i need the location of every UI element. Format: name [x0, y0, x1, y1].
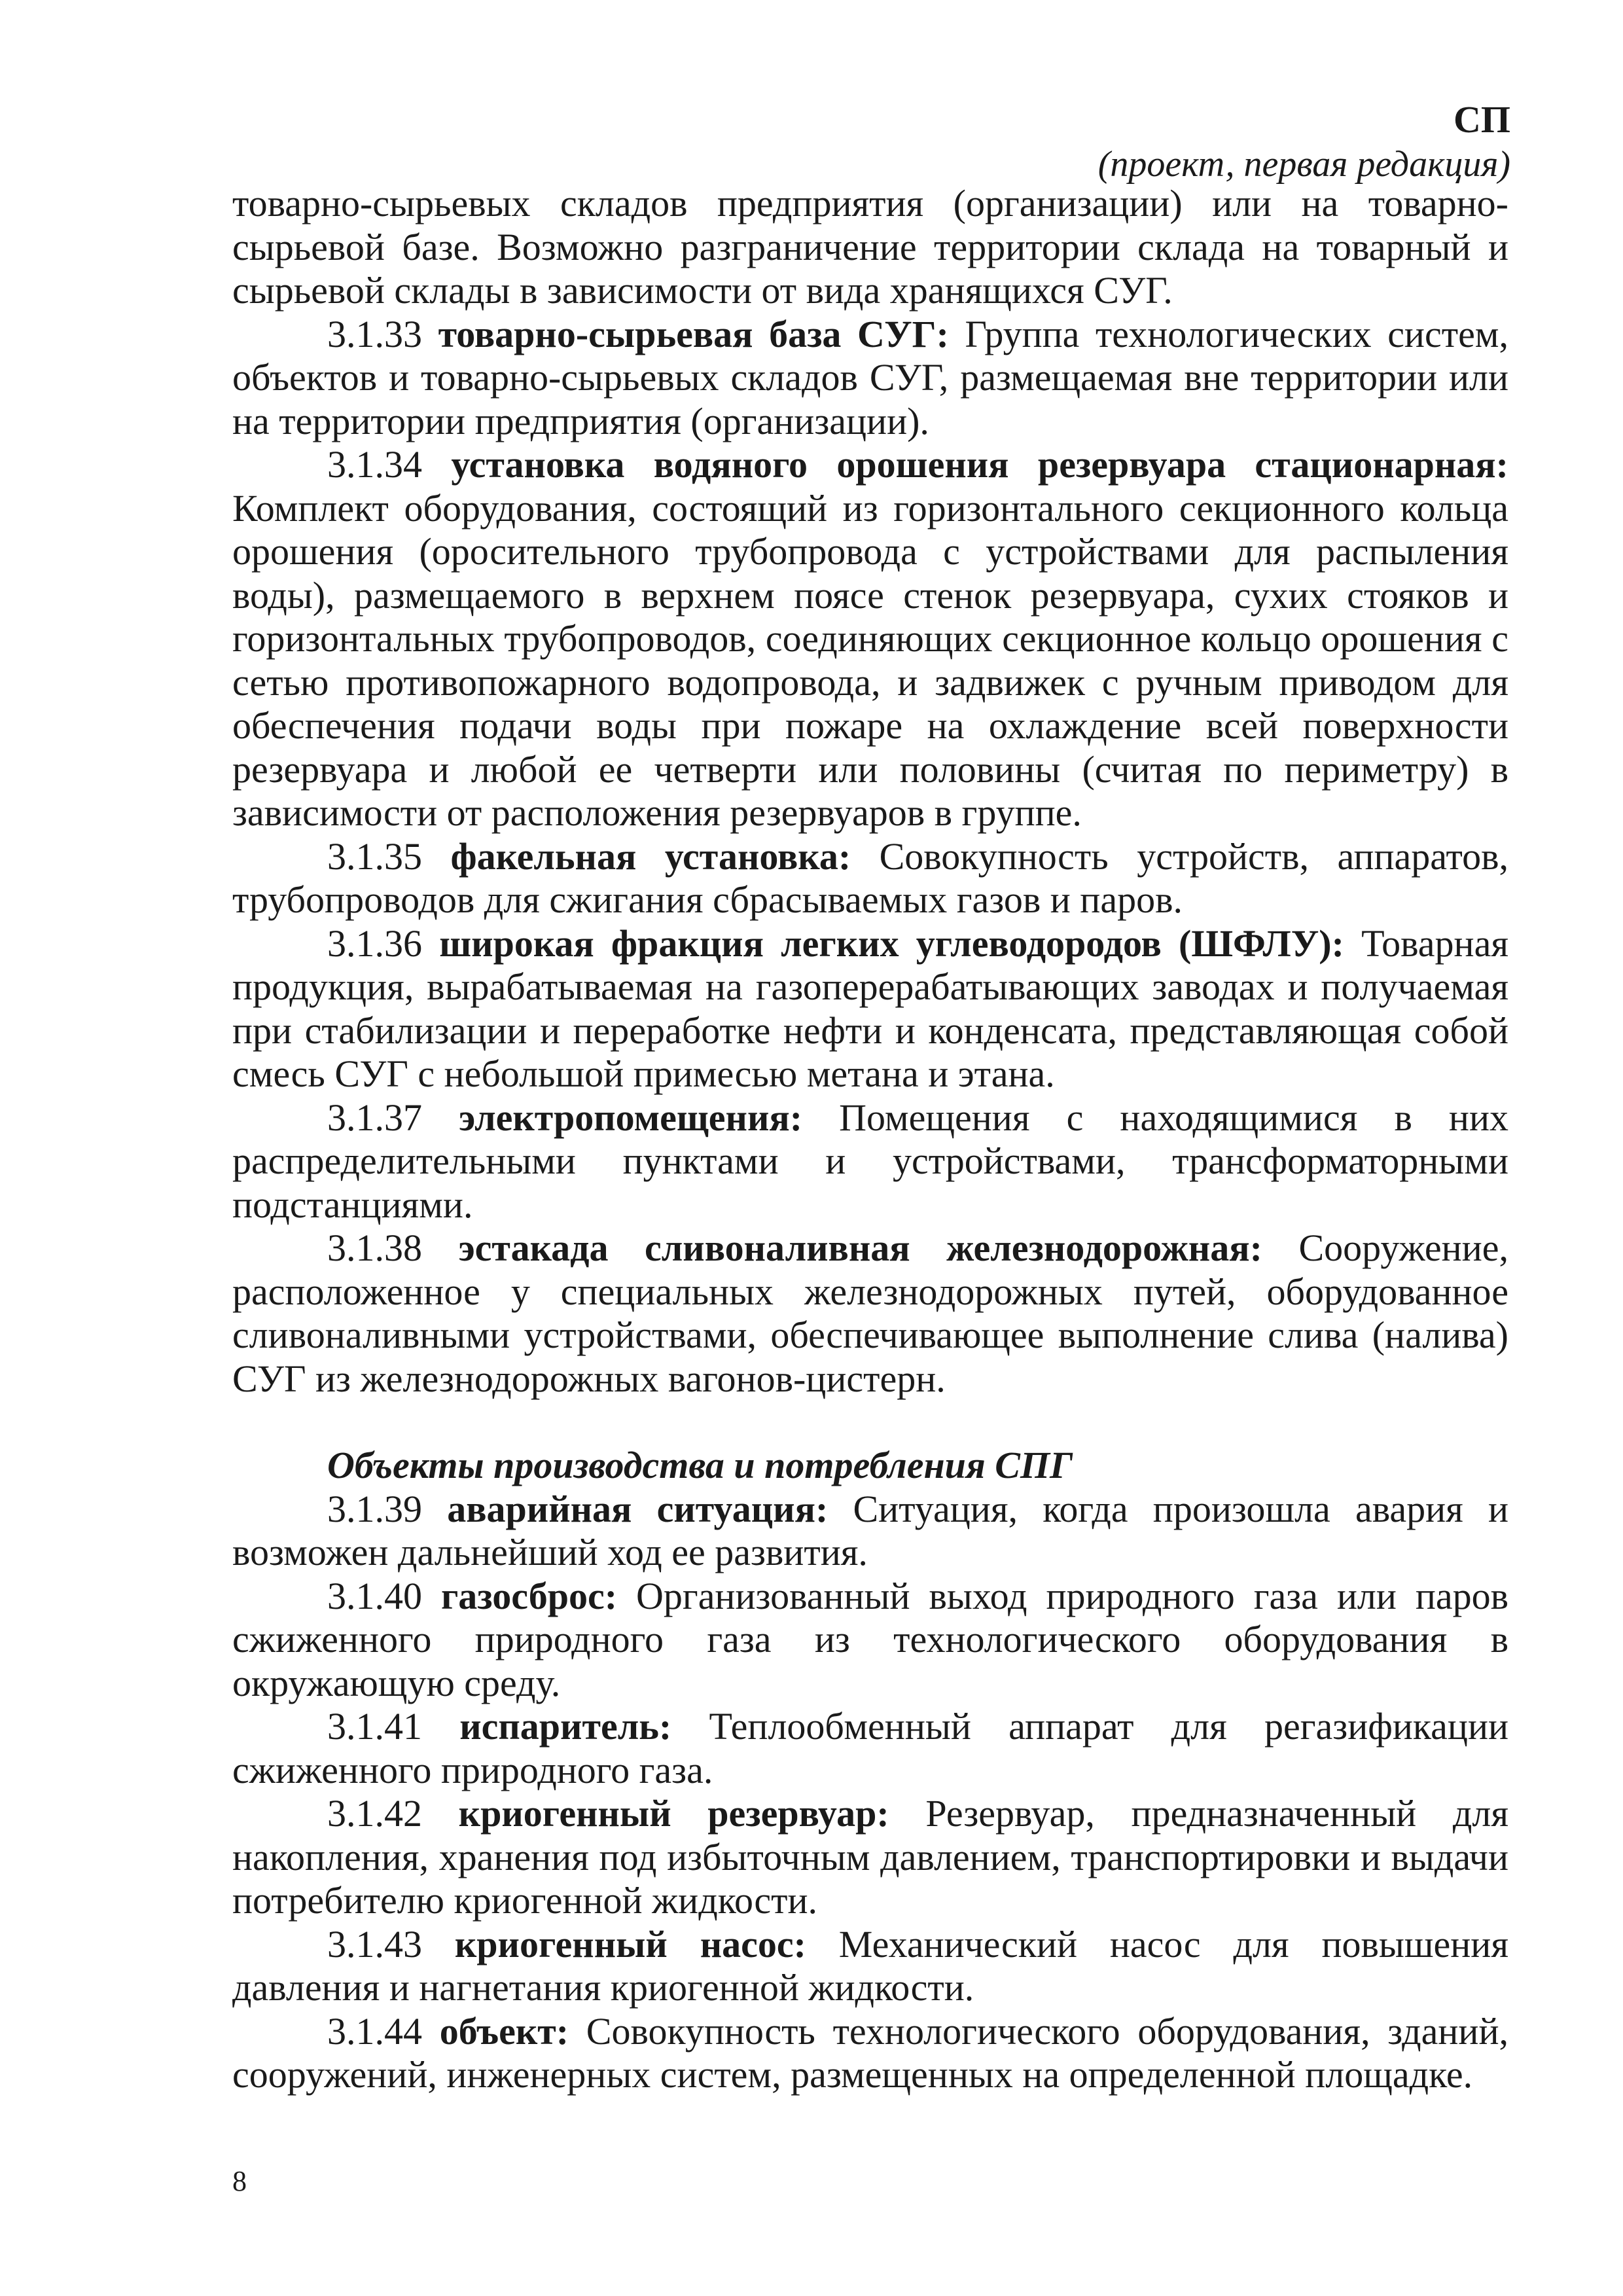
definition-term: криогенный резервуар:: [458, 1792, 889, 1835]
definition-term: эстакада сливоналивная железнодорожная:: [458, 1227, 1262, 1269]
definition-text: Резервуар, предназначенный для накопления, хранения под избыточным давлением, транспортировки и выдачи потребителю криогенной жидкости.: [232, 1792, 1509, 1922]
definition-term: широкая фракция легких углеводородов (ШФЛУ):: [439, 922, 1344, 965]
definition-text: Механический насос для повышения давления и нагнетания криогенной жидкости.: [232, 1922, 1509, 2009]
definition-term: установка водяного орошения резервуара стационарная:: [451, 443, 1508, 486]
definition-term: испаритель:: [459, 1705, 672, 1748]
continuation-paragraph: товарно-сырьевых складов предприятия (организации) или на товарно-сырьевой базе. Возможно разграничение территории склада на товарный и сырьевой склады в зависимости от вида хранящихся СУГ.: [232, 182, 1508, 312]
definition-text: Товарная продукция, вырабатываемая на газоперерабатывающих заводах и получаемая при стабилизации и переработке нефти и конденсата, представляющая собой смесь СУГ с небольшой примесью метана и этана.: [232, 922, 1509, 1095]
definition-text: Сооружение, расположенное у специальных железнодорожных путей, оборудованное сливоналивными устройствами, обеспечивающее выполнение слива (налива) СУГ из железнодорожных вагонов-цистерн.: [232, 1227, 1508, 1400]
definition-number: 3.1.35: [327, 834, 422, 878]
definition-number: 3.1.41: [327, 1705, 422, 1748]
definition-text: Организованный выход природного газа или паров сжиженного природного газа из технологического оборудования в окружающую среду.: [232, 1574, 1509, 1704]
definition-number: 3.1.38: [327, 1227, 422, 1269]
definition-term: электропомещения:: [459, 1096, 803, 1139]
definition-item: [232, 1792, 1508, 1923]
definition-term: криогенный насос:: [454, 1922, 806, 1965]
definitions-list-sug: [232, 313, 1508, 1401]
definition-number: 3.1.43: [327, 1922, 422, 1965]
definition-item: [232, 313, 1508, 444]
definitions-list-spg: [232, 1488, 1508, 2097]
definition-term: объект:: [439, 2009, 569, 2053]
definition-term: аварийная ситуация:: [447, 1487, 829, 1530]
definition-number: 3.1.39: [327, 1487, 422, 1530]
definition-item: [232, 1488, 1508, 1575]
definition-number: 3.1.42: [327, 1792, 422, 1835]
definition-item: [232, 1227, 1508, 1401]
definition-number: 3.1.37: [327, 1096, 422, 1139]
section-title: Объекты производства и потребления СПГ: [327, 1444, 1073, 1486]
definition-text: Совокупность устройств, аппаратов, трубопроводов для сжигания сбрасываемых газов и паров.: [232, 834, 1509, 921]
document-body: [232, 182, 1508, 2097]
definition-item: [232, 922, 1508, 1096]
definition-item: [232, 1923, 1508, 2010]
definition-item: [232, 2010, 1508, 2097]
definition-term: газосброс:: [440, 1574, 618, 1617]
definition-item: [232, 1096, 1508, 1227]
definition-term: товарно-сырьевая база СУГ:: [438, 312, 949, 355]
definition-number: 3.1.44: [327, 2009, 422, 2053]
document-code: СП: [1454, 98, 1510, 141]
definition-number: 3.1.40: [327, 1574, 422, 1617]
document-header: [1098, 97, 1510, 186]
definition-number: 3.1.34: [327, 443, 422, 486]
definition-text: Теплообменный аппарат для регазификации сжиженного природного газа.: [232, 1705, 1509, 1791]
definition-term: факельная установка:: [450, 834, 851, 878]
definition-text: Совокупность технологического оборудования, зданий, сооружений, инженерных систем, размещенных на определенной площадке.: [232, 2009, 1509, 2096]
document-status: (проект, первая редакция): [1097, 144, 1510, 185]
definition-text: Комплект оборудования, состоящий из горизонтального секционного кольца орошения (оросительного трубопровода с устройствами для распыления воды), размещаемого в верхнем поясе стенок резервуара, сухих стояков и горизонтальных трубопроводов, соединяющих секционное кольцо орошения с сетью противопожарного водопровода, и задвижек с ручным приводом для обеспечения подачи воды при пожаре на охлаждение всей поверхности резервуара и любой ее четверти или половины (считая по периметру) в зависимости от расположения резервуаров в группе.: [232, 486, 1508, 834]
definition-item: [232, 443, 1508, 835]
definition-text: Ситуация, когда произошла авария и возможен дальнейший ход ее развития.: [232, 1487, 1509, 1573]
definition-item: [232, 1705, 1508, 1792]
definition-text: Помещения с находящимися в них распределительными пунктами и устройствами, трансформаторными подстанциями.: [232, 1096, 1508, 1226]
definition-text: Группа технологических систем, объектов и товарно-сырьевых складов СУГ, размещаемая вне территории или на территории предприятия (организации).: [232, 312, 1509, 442]
definition-item: [232, 1575, 1508, 1706]
definition-number: 3.1.36: [327, 922, 422, 965]
definition-number: 3.1.33: [327, 312, 422, 355]
page-number: 8: [232, 2165, 247, 2197]
definition-item: [232, 835, 1508, 922]
